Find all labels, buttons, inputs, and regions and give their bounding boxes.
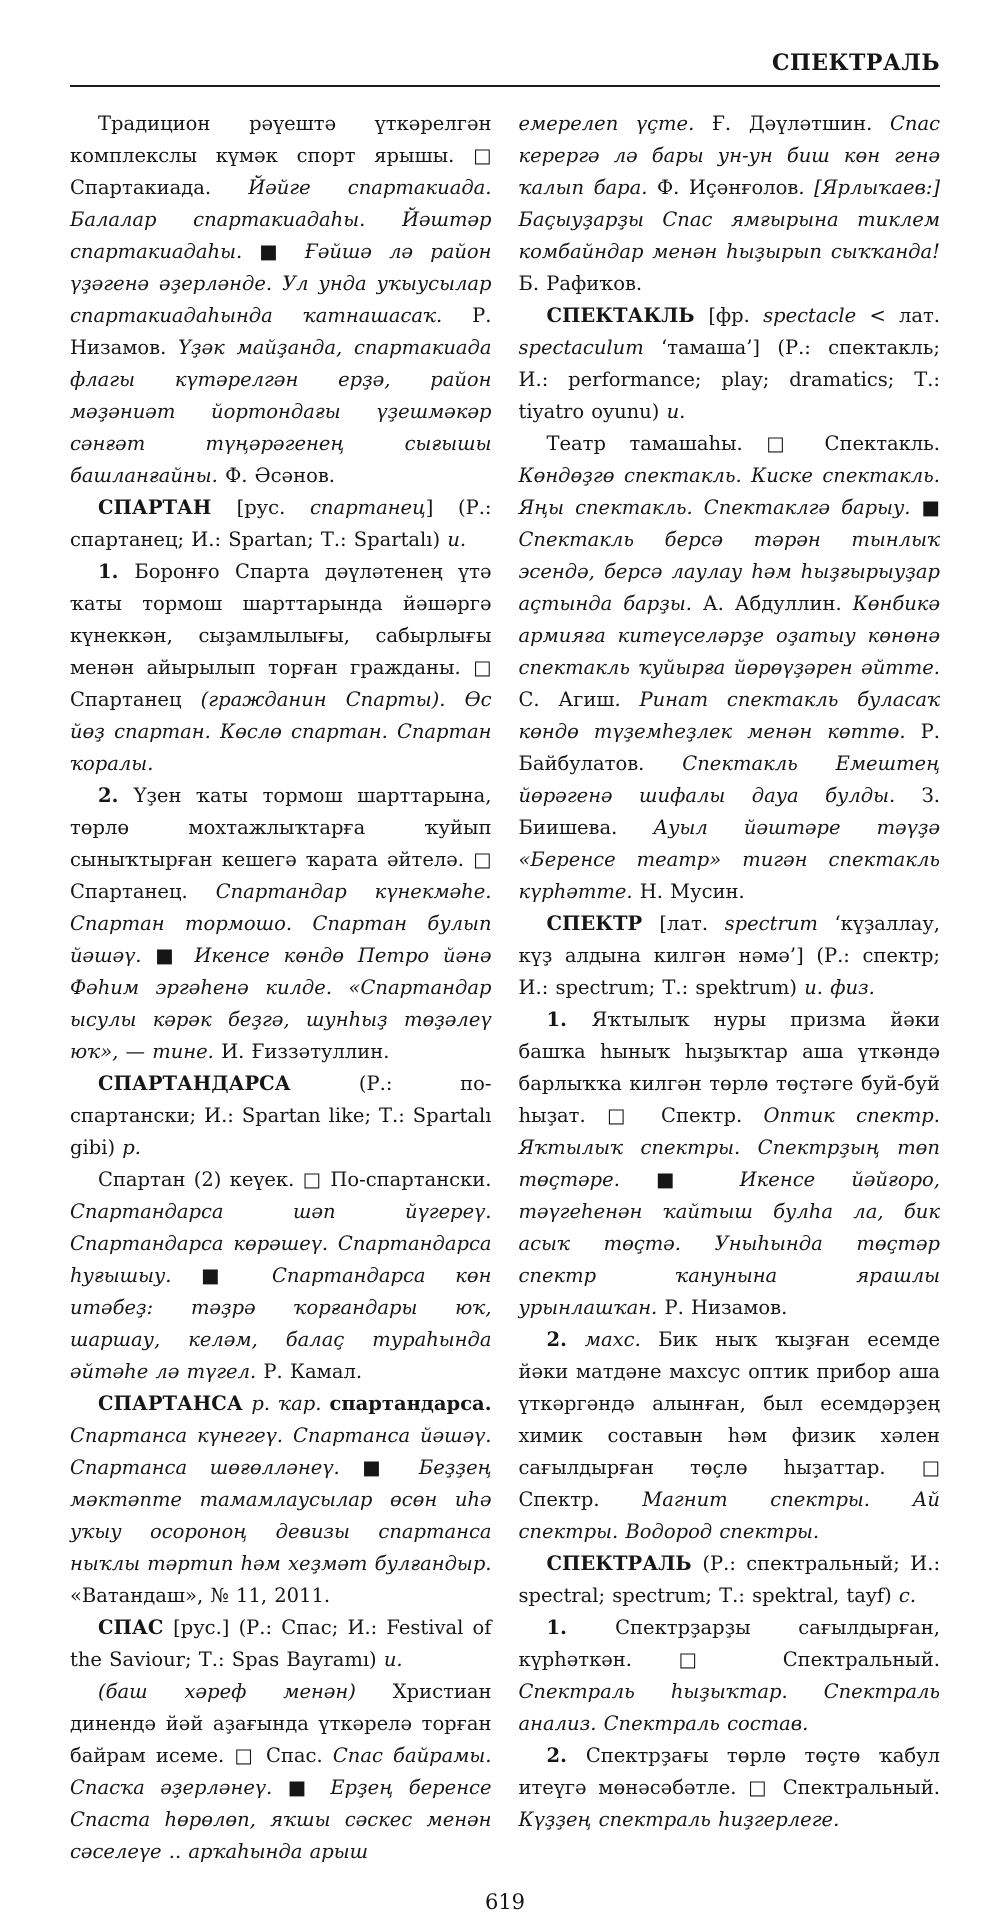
entry-paragraph xyxy=(519,1548,941,1612)
text-run: [лат. xyxy=(659,912,725,935)
text-run: А. Абдуллин. xyxy=(702,592,853,615)
text-run: Ринат спектакль буласаҡ көндө түҙемһеҙлек менән көттө. xyxy=(518,688,941,743)
text-run: [фр. xyxy=(708,304,764,327)
entry-paragraph xyxy=(519,300,941,428)
text-run: ■ xyxy=(201,1264,272,1287)
text-run: ■ xyxy=(259,240,305,263)
text-run: Күҙҙең спектраль һиҙгерлеге. xyxy=(518,1808,840,1831)
entry-paragraph xyxy=(70,1068,492,1164)
text-run: Спартандарса шәп йүгереү. Спартандарса көрәшеү. Спартандарса һуғышыу. xyxy=(70,1200,492,1287)
entry-paragraph xyxy=(519,1612,941,1740)
text-run: [рус.] (Р.: Спас; И.: Festival of the Saviour; Т.: Spas Bayramı) xyxy=(70,1616,492,1671)
text-run: с. xyxy=(898,1584,917,1607)
text-run: С. Агиш. xyxy=(518,688,640,711)
text-run: Спартан (2) кеүек. □ По-спартански. xyxy=(98,1168,492,1191)
text-run: Б. Рафиҡов. xyxy=(518,272,643,295)
text-run: ■ xyxy=(362,1456,419,1479)
dictionary-column-right xyxy=(519,108,941,1868)
text-run: Үҙәк майҙанда, спартакиада флагы күтәрелгән ерҙә, район мәҙәниәт йортондағы үҙешмәкәр сәнғәт түңәрәгенең сығышы башланғайны. xyxy=(70,336,492,487)
guide-word: СПЕКТРАЛЬ xyxy=(771,50,940,76)
text-run: спартанец xyxy=(309,496,426,519)
text-run: ■ xyxy=(921,496,940,519)
text-run: Яҡтылыҡ нуры призма йәки башҡа һыныҡ һыҙыҡтар аша үткәндә барлыҡҡа килгән төрлө төҫтәге буй-буй һыҙат. □ Спектр. xyxy=(518,1008,940,1127)
text-run: Үҙен ҡаты тормош шарттарына, төрлө мохтажлыҡтарға ҡуйып сыныҡтырған кешегә ҡарата әйтелә. □ Спартанец. xyxy=(70,784,492,903)
text-run: и. xyxy=(666,400,686,423)
text-run: ‘күҙаллау, күҙ алдына килгән нәмә’] (Р.: спектр; И.: spectrum; Т.: spektrum) xyxy=(518,912,941,999)
text-run: ] (Р.: спартанец; И.: Spartan; Т.: Spartalı) xyxy=(70,496,492,551)
text-run: Р. Камал. xyxy=(263,1360,363,1383)
text-run: Оптик спектр. Яҡтылыҡ спектры. Спектрҙың төп төҫтәре. xyxy=(518,1104,940,1191)
text-run: Р. Байбулатов. xyxy=(518,720,940,775)
page-header xyxy=(70,50,940,85)
text-run: ■ xyxy=(155,944,195,967)
page-footer xyxy=(70,1890,940,1914)
entry-paragraph xyxy=(70,1612,492,1676)
text-run: Боронғо Спарта дәүләтенең үтә ҡаты тормош шарттарында йәшәргә күнеккән, сыҙамлылығы, сабырлығы менән айырылып торған гражданы. □ Спартанец xyxy=(70,560,492,711)
text-run: и. xyxy=(383,1648,403,1671)
text-run: р. xyxy=(122,1136,141,1159)
entry-paragraph xyxy=(70,556,492,780)
text-run: 1. xyxy=(546,1008,592,1031)
headword: СПЕКТР xyxy=(546,912,660,935)
text-columns xyxy=(70,108,940,1868)
text-run: и. xyxy=(447,528,467,551)
entry-paragraph xyxy=(519,908,941,1004)
text-run: Йәйге спартакиада. Балалар спартакиадаһы. Йәштәр спартакиадаһы. xyxy=(70,176,492,263)
entry-paragraph xyxy=(519,428,941,908)
text-run: И. Ғиззәтуллин. xyxy=(221,1040,390,1063)
entry-paragraph xyxy=(70,1676,492,1868)
text-run: Р. Низамов. xyxy=(664,1296,788,1319)
headword: СПАРТАНСА xyxy=(98,1392,252,1415)
headword: СПАРТАНДАРСА xyxy=(98,1072,359,1095)
text-run: Театр тамашаһы. □ Спектакль. xyxy=(546,432,940,455)
text-run: Спас керергә лә бары ун-ун биш көн генә ҡалып бара. xyxy=(518,112,941,199)
dictionary-column-left xyxy=(70,108,492,1868)
text-run: Н. Мусин. xyxy=(639,880,745,903)
text-run: spectaculum xyxy=(518,336,662,359)
text-run: Традицион рәүештә үткәрелгән комплекслы күмәк спорт ярышы. □ Спартакиада. xyxy=(70,112,492,199)
text-run: Ф. Әсәнов. xyxy=(225,464,336,487)
text-run: Христиан динендә йәй аҙағында үткәрелә торған байрам исеме. □ Спас. xyxy=(70,1680,492,1767)
text-run: махс. xyxy=(584,1328,659,1351)
entry-paragraph xyxy=(70,108,492,492)
text-run: Спас байрамы. Спасҡа әҙерләнеү. xyxy=(70,1744,492,1799)
text-run: ■ xyxy=(656,1168,740,1191)
entry-paragraph xyxy=(519,1004,941,1324)
entry-paragraph xyxy=(70,492,492,556)
entry-paragraph xyxy=(70,1164,492,1388)
text-run: 2. xyxy=(546,1328,585,1351)
entry-paragraph xyxy=(519,108,941,300)
text-run: Спартандарса көн итәбеҙ: тәҙрә ҡорғандары юҡ, шаршау, келәм, балаҫ тураһында әйтәһе лә түгел. xyxy=(70,1264,492,1383)
text-run: 2. xyxy=(546,1744,586,1767)
text-run: (гражданин Спарты). Өс йөҙ спартан. Көслө спартан. Спартан ҡоралы. xyxy=(70,688,492,775)
text-run: spectrum xyxy=(724,912,835,935)
entry-paragraph xyxy=(519,1324,941,1548)
text-run: Көнбикә армияға китеүселәрҙе оҙатыу көнөнә спектакль ҡуйырға йөрөүҙәрен әйтте. xyxy=(518,592,940,679)
text-run: (Р.: спектральный; И.: spectral; spectrum; Т.: spektral, tayf) xyxy=(518,1552,941,1607)
text-run: < лат. xyxy=(869,304,940,327)
text-run: 1. xyxy=(546,1616,616,1639)
text-run: Спектраль һыҙыҡтар. Спектраль анализ. Спектраль состав. xyxy=(518,1680,940,1735)
text-run: Спектрҙағы төрлө төҫтө ҡабул итеүгә мөнәсәбәтле. □ Спектральный. xyxy=(518,1744,940,1799)
text-run: р. ҡар. xyxy=(251,1392,330,1415)
text-run: Ауыл йәштәре тәүҙә «Беренсе театр» тигән спектакль күрһәтте. xyxy=(518,816,940,903)
text-run: Икенсе көндө Петро йәнә Фәһим эргәһенә килде. «Спартандар ысулы кәрәк беҙгә, шунһыҙ төҙәлеү юҡ», — тине. xyxy=(70,944,492,1063)
text-run: Спектакль берсә тәрән тынлыҡ эсендә, берсә лаулау һәм һыҙғырыуҙар аҫтында барҙы. xyxy=(518,528,940,615)
header-rule xyxy=(70,85,940,87)
text-run: ‘тамаша’] (Р.: спектакль; И.: performance; play; dramatics; Т.: tiyatro oyunu) xyxy=(518,336,940,423)
text-run: ■ xyxy=(287,1776,331,1799)
text-run: (Р.: по-спартански; И.: Spartan like; Т.: Spartalı gibi) xyxy=(70,1072,492,1159)
text-run: [рус. xyxy=(236,496,310,519)
text-run: емерелеп үҫте. xyxy=(518,112,712,135)
text-run: Спектрҙарҙы сағылдырған, күрһәткән. □ Спектральный. xyxy=(518,1616,940,1671)
text-run: 1. xyxy=(98,560,135,583)
text-run: Р. Низамов. xyxy=(70,304,492,359)
text-run: Ғәйшә лә район үҙәгенә әҙерләнде. Ул унда уҡыусылар спартакиадаһында ҡатнашасаҡ. xyxy=(70,240,492,327)
text-run: Икенсе йәйғоро, тәүгеһенән ҡайтыш булһа ла, бик асыҡ төҫтә. Уныһында төҫтәр спектр ҡанунына ярашлы урынлашҡан. xyxy=(518,1168,940,1319)
entry-paragraph xyxy=(519,1740,941,1836)
text-run: Бик ныҡ ҡыҙған есемде йәки матдәне махсус оптик прибор аша үткәргәндә алынған, был есемдәрҙең химик составын һәм физик хәлен сағылдырған төҫлө һыҙаттар. □ Спектр. xyxy=(518,1328,940,1511)
text-run: 2. xyxy=(98,784,134,807)
text-run: спартандарса. xyxy=(329,1392,492,1415)
page-number: 619 xyxy=(484,1890,526,1914)
text-run: Магнит спектры. Ай спектры. Водород спектры. xyxy=(518,1488,940,1543)
headword: СПАС xyxy=(98,1616,174,1639)
entry-paragraph xyxy=(70,1388,492,1612)
text-run: Ф. Иҫәнғолов. xyxy=(656,176,815,199)
text-run: Спектакль Емештең йөрәгенә шифалы дауа булды. xyxy=(518,752,940,807)
text-run: (баш хәреф менән) xyxy=(98,1680,393,1703)
headword: СПЕКТРАЛЬ xyxy=(546,1552,703,1575)
text-run: «Ватандаш», № 11, 2011. xyxy=(70,1584,331,1607)
text-run: и. физ. xyxy=(804,976,875,999)
text-run: Беҙҙең мәктәпте тамамлаусылар өсөн иһә уҡыу осороноң девизы спартанса ныҡлы тәртип һәм хеҙмәт булғандыр. xyxy=(70,1456,492,1575)
text-run: Спартандар күнекмәһе. Спартан тормошо. Спартан булып йәшәү. xyxy=(70,880,492,967)
text-run: Ғ. Дәүләтшин. xyxy=(712,112,890,135)
text-run: Спартанса күнегеү. Спартанса йәшәү. Спартанса шөғөлләнеү. xyxy=(70,1424,492,1479)
text-run: Ерҙең беренсе Спаста һөрөлөп, яҡшы сәскес менән сәселеүе .. арҡаһында арыш xyxy=(70,1776,492,1863)
entry-paragraph xyxy=(70,780,492,1068)
text-run: [Ярлыҡаев:] Баҫыуҙарҙы Спас ямғырына тиклем комбайндар менән һыҙырып сыҡҡанда! xyxy=(518,176,941,263)
headword: СПАРТАН xyxy=(98,496,237,519)
text-run: spectacle xyxy=(763,304,870,327)
headword: СПЕКТАКЛЬ xyxy=(546,304,709,327)
text-run: З. Биишева. xyxy=(518,784,940,839)
text-run: Көндөҙгө спектакль. Киске спектакль. Яңы спектакль. Спектаклгә барыу. xyxy=(518,464,940,519)
